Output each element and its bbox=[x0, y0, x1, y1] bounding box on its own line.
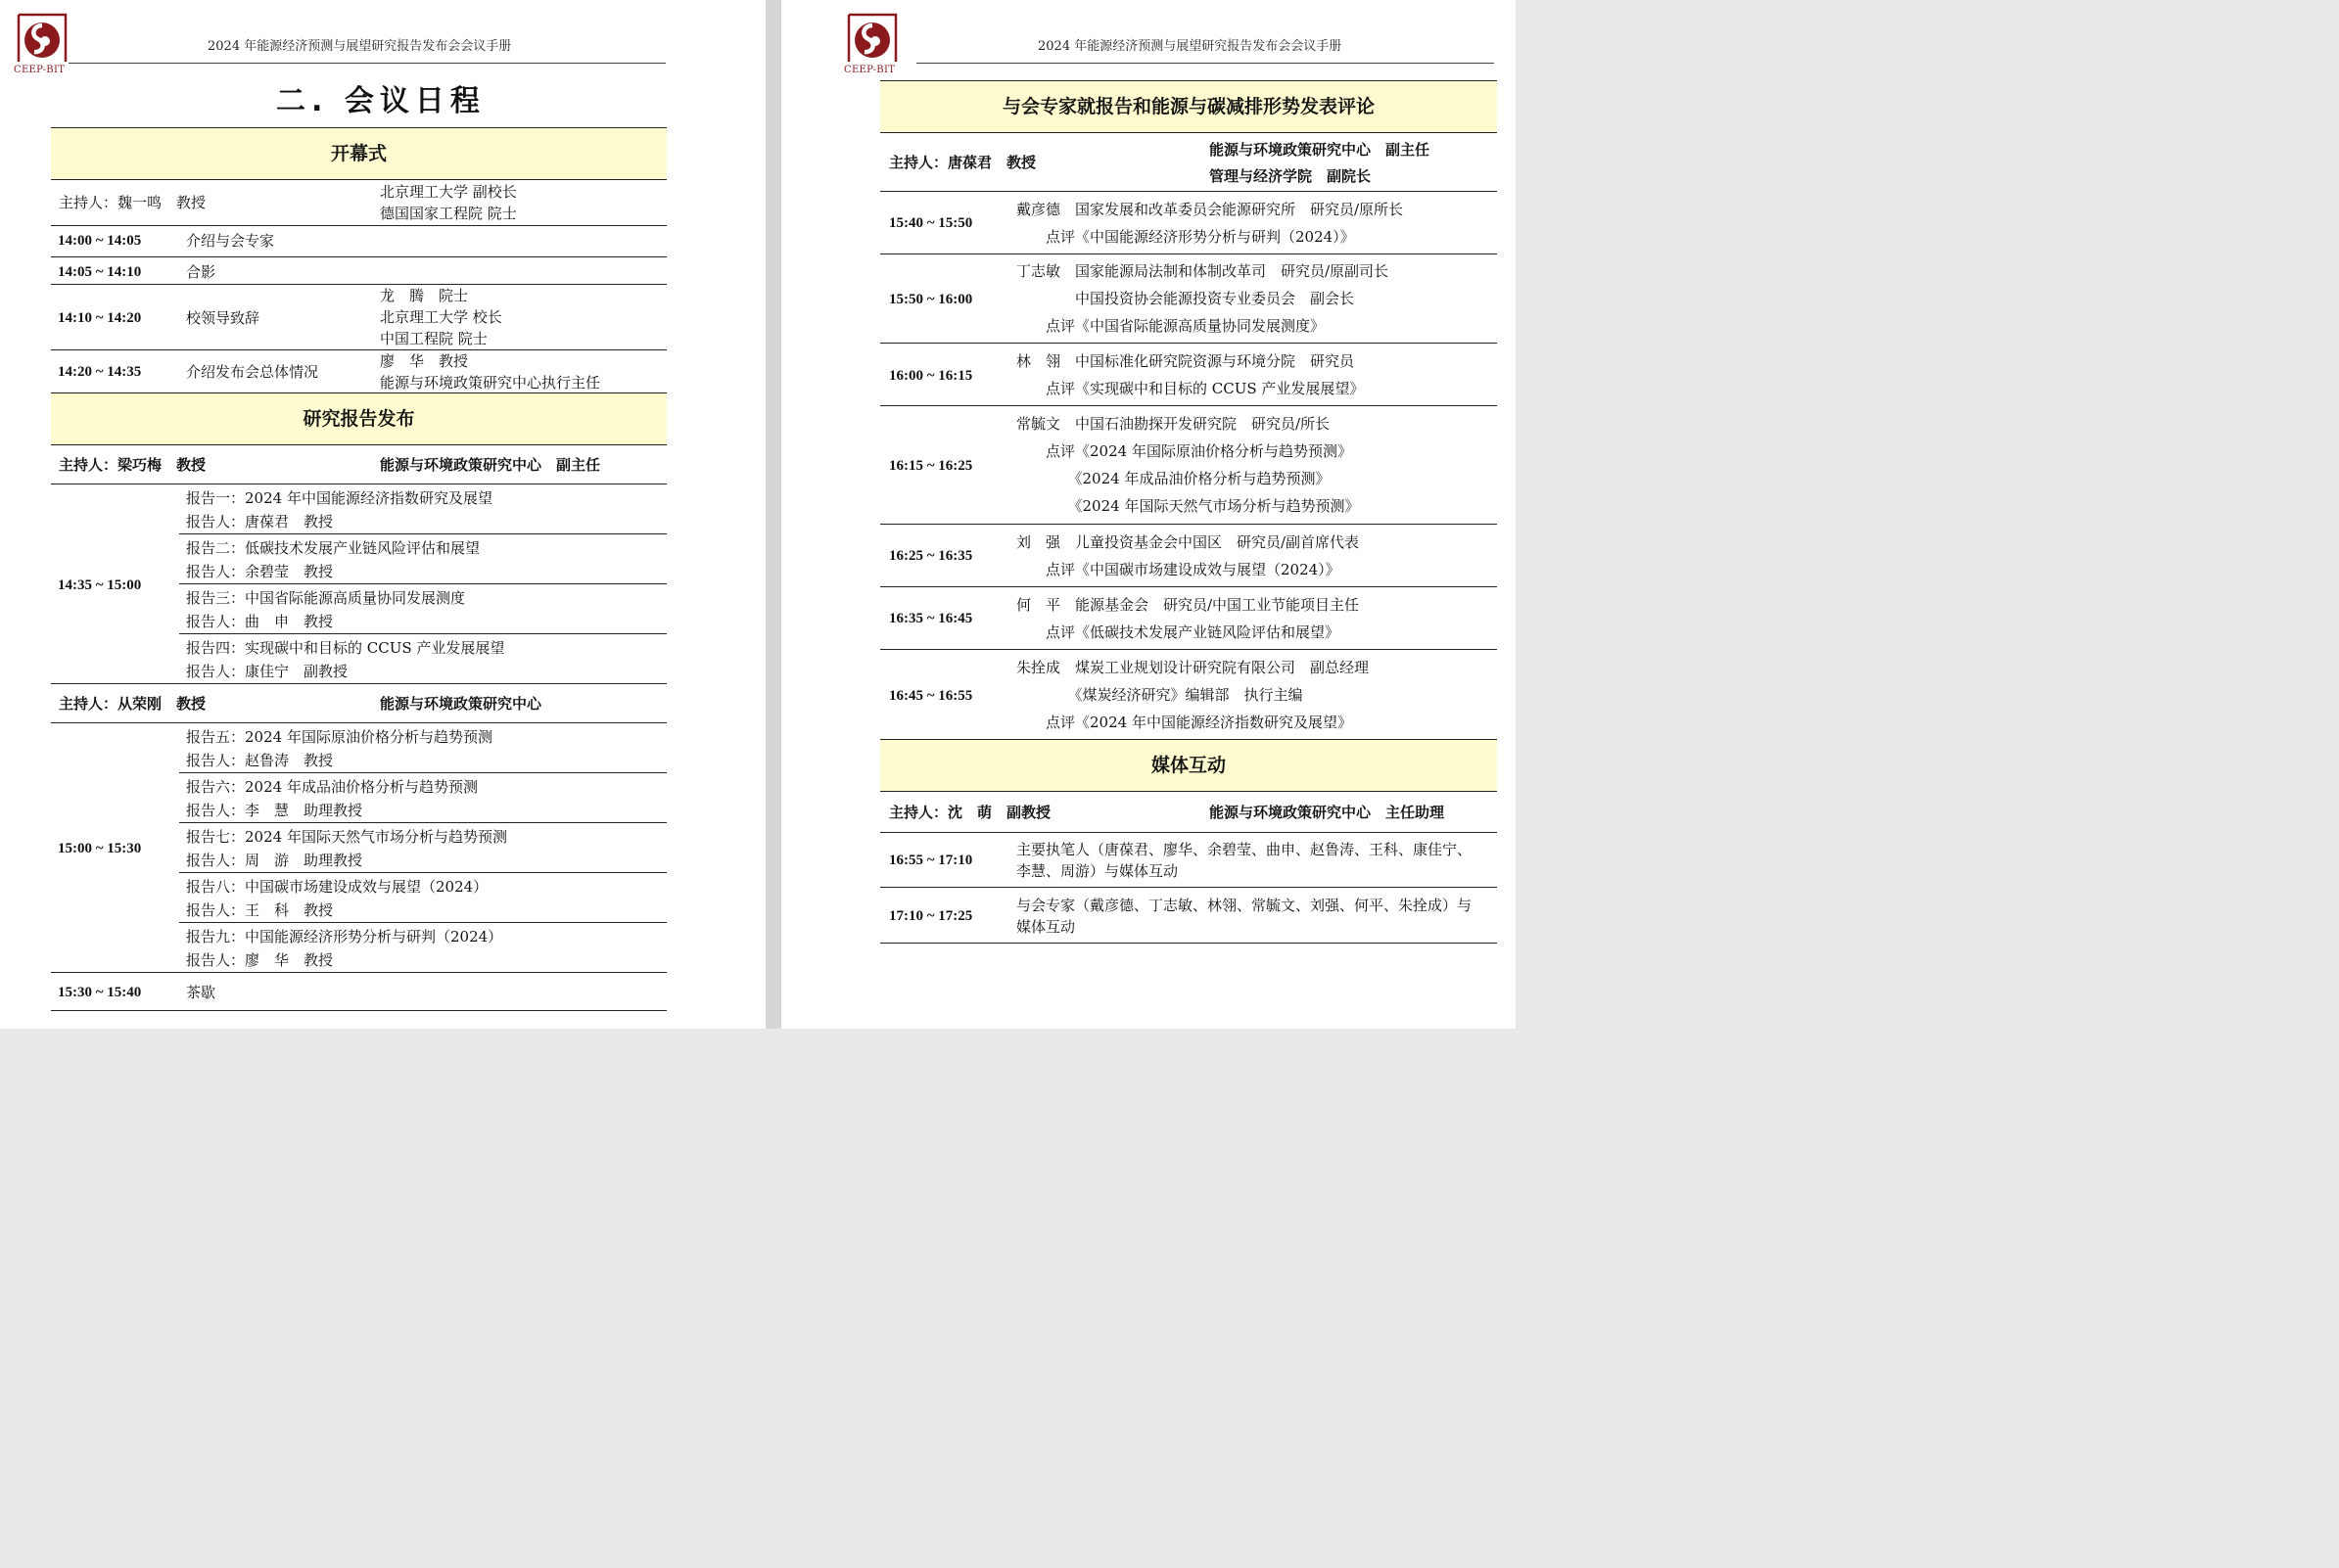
agenda-item: 介绍发布会总体情况 bbox=[186, 363, 319, 381]
opening-host-aff-2: 德国国家工程院 院士 bbox=[380, 205, 517, 222]
comment-line: 何 平 能源基金会 研究员/中国工业节能项目主任 bbox=[1016, 596, 1360, 614]
band-release: 研究报告发布 bbox=[51, 393, 667, 444]
header-rule bbox=[916, 63, 1494, 64]
comment-line: 点评《中国能源经济形势分析与研判（2024）》 bbox=[1016, 228, 1355, 246]
comment-line: 点评《中国省际能源高质量协同发展测度》 bbox=[1016, 317, 1326, 335]
right-page bbox=[781, 0, 1516, 1029]
report-speaker: 报告人：唐葆君 教授 bbox=[186, 513, 334, 530]
rule bbox=[880, 405, 1497, 406]
report-speaker: 报告人：余碧莹 教授 bbox=[186, 563, 334, 580]
header-title: 2024 年能源经济预测与展望研究报告发布会会议手册 bbox=[208, 39, 512, 54]
comment-host-aff-2: 管理与经济学院 副院长 bbox=[1209, 167, 1372, 185]
time-cell: 16:00 ~ 16:15 bbox=[889, 368, 973, 384]
rule bbox=[179, 583, 667, 584]
report-title: 报告一：2024 年中国能源经济指数研究及展望 bbox=[186, 489, 492, 507]
time-cell: 15:40 ~ 15:50 bbox=[889, 215, 973, 231]
comment-line: 林 翎 中国标准化研究院资源与环境分院 研究员 bbox=[1016, 352, 1355, 370]
rule bbox=[880, 586, 1497, 587]
speaker-line: 龙 腾 院士 bbox=[380, 287, 469, 304]
section-title: 二. 会议日程 bbox=[276, 84, 486, 118]
agenda-item: 合影 bbox=[186, 263, 216, 281]
rule bbox=[880, 343, 1497, 344]
release-host-2: 主持人：从荣刚 教授 bbox=[59, 695, 207, 713]
rule bbox=[880, 887, 1497, 888]
release-host-2-aff: 能源与环境政策研究中心 bbox=[380, 695, 542, 713]
time-cell: 16:15 ~ 16:25 bbox=[889, 458, 973, 474]
report-title: 报告四：实现碳中和目标的 CCUS 产业发展展望 bbox=[186, 639, 505, 657]
comment-host: 主持人：唐葆君 教授 bbox=[889, 154, 1037, 171]
ceep-logo-icon bbox=[846, 12, 899, 65]
logo-text: CEEP-BIT bbox=[14, 65, 66, 75]
time-cell: 14:20 ~ 14:35 bbox=[58, 364, 142, 380]
report-speaker: 报告人：赵鲁涛 教授 bbox=[186, 752, 334, 769]
report-speaker: 报告人：曲 申 教授 bbox=[186, 613, 334, 630]
rule bbox=[179, 922, 667, 923]
rule bbox=[51, 179, 667, 180]
rule bbox=[880, 791, 1497, 792]
comment-line: 戴彦德 国家发展和改革委员会能源研究所 研究员/原所长 bbox=[1016, 201, 1404, 218]
report-speaker: 报告人：康佳宁 副教授 bbox=[186, 663, 349, 680]
time-cell: 14:10 ~ 14:20 bbox=[58, 310, 142, 326]
report-speaker: 报告人：李 慧 助理教授 bbox=[186, 802, 363, 819]
rule bbox=[51, 225, 667, 226]
time-cell: 16:25 ~ 16:35 bbox=[889, 548, 973, 564]
comment-line: 《2024 年国际天然气市场分析与趋势预测》 bbox=[1016, 497, 1360, 515]
report-title: 报告五：2024 年国际原油价格分析与趋势预测 bbox=[186, 728, 492, 746]
comment-line: 点评《低碳技术发展产业链风险评估和展望》 bbox=[1016, 623, 1340, 641]
comment-line: 朱拴成 煤炭工业规划设计研究院有限公司 副总经理 bbox=[1016, 659, 1370, 676]
rule bbox=[880, 832, 1497, 833]
opening-host-aff-1: 北京理工大学 副校长 bbox=[380, 183, 517, 201]
header-rule bbox=[69, 63, 666, 64]
comment-line: 《2024 年成品油价格分析与趋势预测》 bbox=[1016, 470, 1331, 487]
report-speaker: 报告人：廖 华 教授 bbox=[186, 951, 334, 969]
rule bbox=[880, 191, 1497, 192]
speaker-line: 北京理工大学 校长 bbox=[380, 308, 502, 326]
left-page bbox=[0, 0, 766, 1029]
report-title: 报告八：中国碳市场建设成效与展望（2024） bbox=[186, 878, 489, 896]
agenda-item: 校领导致辞 bbox=[186, 309, 260, 327]
band-opening: 开幕式 bbox=[51, 128, 667, 179]
rule bbox=[179, 633, 667, 634]
comment-line: 点评《中国碳市场建设成效与展望（2024）》 bbox=[1016, 561, 1340, 578]
comment-line: 刘 强 儿童投资基金会中国区 研究员/副首席代表 bbox=[1016, 533, 1360, 551]
rule bbox=[51, 284, 667, 285]
release-host-1-aff: 能源与环境政策研究中心 副主任 bbox=[380, 456, 601, 474]
report-title: 报告六：2024 年成品油价格分析与趋势预测 bbox=[186, 778, 478, 796]
comment-line: 丁志敏 国家能源局法制和体制改革司 研究员/原副司长 bbox=[1016, 262, 1389, 280]
comment-line: 中国投资协会能源投资专业委员会 副会长 bbox=[1016, 290, 1355, 307]
rule bbox=[51, 1010, 667, 1011]
comment-line: 点评《2024 年国际原油价格分析与趋势预测》 bbox=[1016, 442, 1352, 460]
ceep-logo bbox=[846, 12, 905, 76]
time-cell: 15:30 ~ 15:40 bbox=[58, 985, 142, 1000]
time-cell: 15:00 ~ 15:30 bbox=[58, 841, 142, 856]
opening-host: 主持人：魏一鸣 教授 bbox=[59, 194, 207, 211]
band-comment: 与会专家就报告和能源与碳减排形势发表评论 bbox=[880, 81, 1497, 132]
time-cell: 14:00 ~ 14:05 bbox=[58, 233, 142, 249]
time-cell: 16:35 ~ 16:45 bbox=[889, 611, 973, 626]
rule bbox=[51, 972, 667, 973]
comment-host-aff-1: 能源与环境政策研究中心 副主任 bbox=[1209, 141, 1430, 159]
rule bbox=[880, 524, 1497, 525]
rule bbox=[51, 683, 667, 684]
speaker-line: 中国工程院 院士 bbox=[380, 330, 488, 347]
rule bbox=[179, 772, 667, 773]
speaker-line: 能源与环境政策研究中心执行主任 bbox=[380, 374, 601, 392]
rule bbox=[880, 132, 1497, 133]
header-title: 2024 年能源经济预测与展望研究报告发布会会议手册 bbox=[1038, 39, 1342, 54]
release-host-1: 主持人：梁巧梅 教授 bbox=[59, 456, 207, 474]
ceep-logo-icon bbox=[16, 12, 69, 65]
rule bbox=[179, 872, 667, 873]
time-cell: 16:45 ~ 16:55 bbox=[889, 688, 973, 704]
report-title: 报告二：低碳技术发展产业链风险评估和展望 bbox=[186, 539, 481, 557]
time-cell: 14:35 ~ 15:00 bbox=[58, 577, 142, 593]
rule bbox=[179, 822, 667, 823]
agenda-item: 茶歇 bbox=[186, 984, 216, 1001]
ceep-logo bbox=[16, 12, 74, 76]
comment-line: 常毓文 中国石油勘探开发研究院 研究员/所长 bbox=[1016, 415, 1331, 433]
logo-text: CEEP-BIT bbox=[844, 65, 896, 75]
time-cell: 17:10 ~ 17:25 bbox=[889, 908, 973, 924]
comment-line: 点评《2024 年中国能源经济指数研究及展望》 bbox=[1016, 714, 1352, 731]
rule bbox=[51, 256, 667, 257]
time-cell: 16:55 ~ 17:10 bbox=[889, 853, 973, 868]
time-cell: 15:50 ~ 16:00 bbox=[889, 292, 973, 307]
rule bbox=[51, 444, 667, 445]
media-item: 主要执笔人（唐葆君、廖华、余碧莹、曲申、赵鲁涛、王科、康佳宁、李慧、周游）与媒体互动 bbox=[1016, 841, 1473, 880]
rule bbox=[880, 649, 1497, 650]
report-title: 报告七：2024 年国际天然气市场分析与趋势预测 bbox=[186, 828, 507, 846]
media-item: 与会专家（戴彦德、丁志敏、林翎、常毓文、刘强、何平、朱拴成）与媒体互动 bbox=[1016, 897, 1473, 936]
media-host: 主持人：沈 萌 副教授 bbox=[889, 804, 1052, 821]
report-title: 报告三：中国省际能源高质量协同发展测度 bbox=[186, 589, 466, 607]
rule bbox=[179, 533, 667, 534]
report-title: 报告九：中国能源经济形势分析与研判（2024） bbox=[186, 928, 503, 945]
rule bbox=[880, 943, 1497, 944]
agenda-item: 介绍与会专家 bbox=[186, 232, 275, 250]
report-speaker: 报告人：王 科 教授 bbox=[186, 901, 334, 919]
speaker-line: 廖 华 教授 bbox=[380, 352, 469, 370]
page-gap bbox=[766, 0, 781, 1029]
comment-line: 点评《实现碳中和目标的 CCUS 产业发展展望》 bbox=[1016, 380, 1365, 397]
comment-line: 《煤炭经济研究》编辑部 执行主编 bbox=[1016, 686, 1303, 704]
media-host-aff: 能源与环境政策研究中心 主任助理 bbox=[1209, 804, 1445, 821]
report-speaker: 报告人：周 游 助理教授 bbox=[186, 852, 363, 869]
band-media: 媒体互动 bbox=[880, 740, 1497, 791]
time-cell: 14:05 ~ 14:10 bbox=[58, 264, 142, 280]
rule bbox=[51, 349, 667, 350]
rule bbox=[51, 722, 667, 723]
